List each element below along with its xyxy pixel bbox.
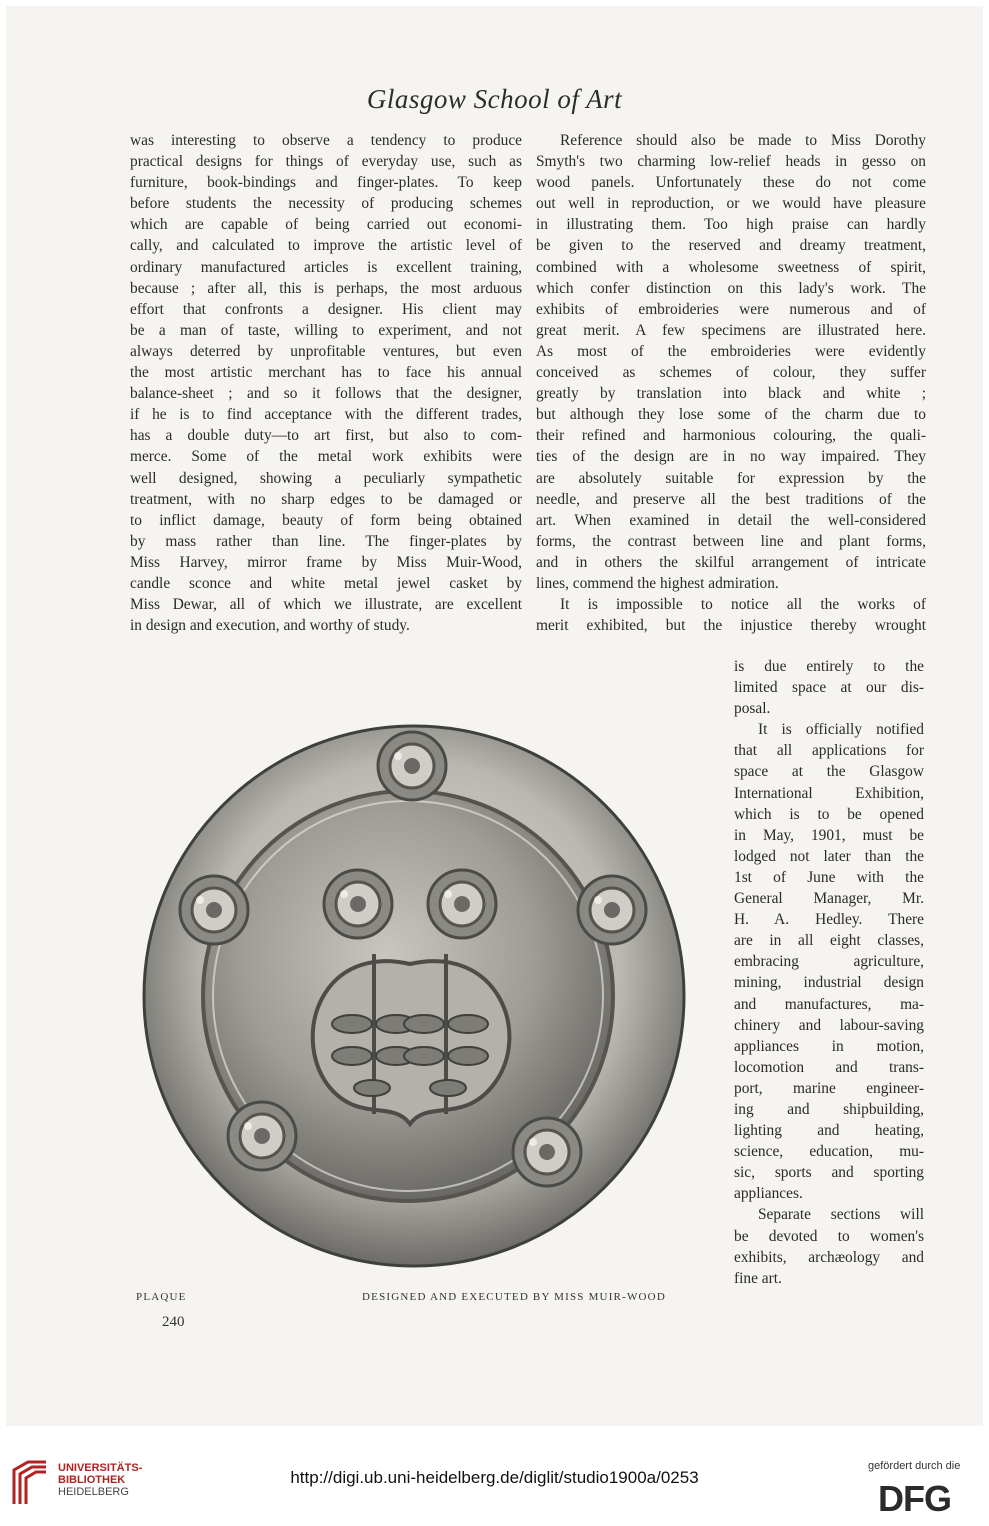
text-line: which is to be opened — [734, 805, 924, 823]
left-column — [130, 130, 522, 636]
plaque-image — [142, 704, 702, 1294]
text-line: which confer distinction on this lady's work. The — [536, 279, 926, 297]
text-line: forms, the contrast between line and plant forms, — [536, 532, 926, 550]
text-line: limited space at our dis- — [734, 679, 924, 697]
text-line: It is officially notified — [758, 721, 924, 739]
text-line: in illustrating them. Too high praise can hardly — [536, 216, 926, 234]
logo-line-1: UNIVERSITÄTS- — [58, 1462, 143, 1474]
text-line: in design and execution, and worthy of study. — [130, 617, 410, 635]
text-line: Miss Harvey, mirror frame by Miss Muir-Wood, — [130, 553, 522, 571]
text-line: are absolutely suitable for expression by the — [536, 469, 926, 487]
text-line: is due entirely to the — [734, 658, 924, 675]
text-line: well designed, showing a peculiarly sympathetic — [130, 469, 522, 487]
text-line: conceived as schemes of colour, they suffer — [536, 364, 926, 382]
text-line: always deterred by unprofitable ventures, but even — [130, 342, 522, 360]
source-url-link[interactable]: http://digi.ub.uni-heidelberg.de/diglit/studio1900a/0253 — [290, 1468, 699, 1487]
text-line: exhibits, archæology and — [734, 1248, 924, 1266]
text-line: mining, industrial design — [734, 974, 924, 992]
text-line: embracing agriculture, — [734, 953, 924, 971]
text-line: out well in reproduction, or we would have pleasure — [536, 195, 926, 213]
text-line: It is impossible to notice all the works of — [560, 596, 926, 614]
logo-line-3: HEIDELBERG — [58, 1486, 129, 1498]
text-line: lighting and heating, — [734, 1122, 924, 1140]
text-line: treatment, with no sharp edges to be damaged or — [130, 490, 522, 508]
text-line: has a double duty—to art first, but also to com- — [130, 427, 522, 445]
text-line: effort that confronts a designer. His client may — [130, 300, 522, 318]
text-line: sic, sports and sporting — [734, 1164, 924, 1182]
text-line: was interesting to observe a tendency to produce — [130, 132, 522, 149]
text-line: International Exhibition, — [734, 784, 924, 802]
text-line: which are capable of being carried out economi- — [130, 216, 522, 234]
text-line: be devoted to women's — [734, 1227, 924, 1245]
text-line: their refined and harmonious colouring, the quali- — [536, 427, 926, 445]
text-line: ordinary manufactured articles is excellent training, — [130, 258, 522, 276]
text-line: the most artistic merchant has to face his annual — [130, 364, 522, 382]
text-line: furniture, book-bindings and finger-plates. To keep — [130, 174, 522, 192]
text-line: locomotion and trans- — [734, 1058, 924, 1076]
text-line: merit exhibited, but the injustice thereby wrought — [536, 617, 926, 635]
text-line: to inflict damage, beauty of form being obtained — [130, 511, 522, 529]
funded-by-label: gefördert durch die — [868, 1460, 961, 1472]
right-column — [536, 130, 926, 636]
text-line: space at the Glasgow — [734, 763, 924, 781]
text-line: be given to the reserved and dreamy treatment, — [536, 237, 926, 255]
text-line: merce. Some of the metal work exhibits were — [130, 448, 522, 466]
text-line: port, marine engineer- — [734, 1079, 924, 1097]
text-line: chinery and labour-saving — [734, 1016, 924, 1034]
text-line: Reference should also be made to Miss Dorothy — [560, 132, 926, 149]
text-line: by mass rather than line. The finger-plates by — [130, 532, 522, 550]
text-line: posal. — [734, 700, 771, 718]
text-line: Miss Dewar, all of which we illustrate, are excellent — [130, 596, 522, 614]
text-line: because ; after all, this is perhaps, the most arduous — [130, 279, 522, 297]
document-page — [6, 6, 983, 1426]
text-line: combined with a wholesome sweetness of spirit, — [536, 258, 926, 276]
text-line: lines, commend the highest admiration. — [536, 574, 779, 592]
text-line: greatly by translation into black and white ; — [536, 385, 926, 403]
text-line: needle, and preserve all the best traditions of the — [536, 490, 926, 508]
text-line: great merit. A few specimens are illustrated here. — [536, 321, 926, 339]
logo-line-2: BIBLIOTHEK — [58, 1474, 126, 1486]
text-line: ing and shipbuilding, — [734, 1100, 924, 1118]
text-line: be a man of taste, willing to experiment, and not — [130, 321, 522, 339]
text-line: and manufactures, ma- — [734, 995, 924, 1013]
text-line: lodged not later than the — [734, 847, 924, 865]
funder-logo: DFG — [878, 1478, 951, 1519]
text-line: science, education, mu- — [734, 1143, 924, 1161]
text-line: in May, 1901, must be — [734, 826, 924, 844]
page-number: 240 — [162, 1314, 185, 1330]
text-line: ties of the design are in no way impaired. They — [536, 448, 926, 466]
text-line: art. When examined in detail the well-considered — [536, 511, 926, 529]
text-line: practical designs for things of everyday use, such as — [130, 153, 522, 171]
text-line: if he is to find acceptance with the different trades, — [130, 406, 522, 424]
text-line: Separate sections will — [758, 1206, 924, 1224]
text-line: candle sconce and white metal jewel casket by — [130, 574, 522, 592]
text-line: fine art. — [734, 1269, 782, 1287]
text-line: exhibits of embroideries were numerous and of — [536, 300, 926, 318]
text-line: appliances in motion, — [734, 1037, 924, 1055]
text-line: that all applications for — [734, 742, 924, 760]
text-line: wood panels. Unfortunately these do not come — [536, 174, 926, 192]
text-line: before students the necessity of producing schemes — [130, 195, 522, 213]
text-line: and in others the skilful arrangement of intricate — [536, 553, 926, 571]
narrow-column — [734, 656, 924, 1289]
text-line: H. A. Hedley. There — [734, 911, 924, 929]
text-line: balance-sheet ; and so it follows that the designer, — [130, 385, 522, 403]
text-line: 1st of June with the — [734, 868, 924, 886]
text-line: General Manager, Mr. — [734, 890, 924, 908]
text-line: Smyth's two charming low-relief heads in gesso on — [536, 153, 926, 171]
text-line: are in all eight classes, — [734, 932, 924, 950]
text-line: cally, and calculated to improve the artistic level of — [130, 237, 522, 255]
running-head: Glasgow School of Art — [366, 84, 623, 114]
text-line: As most of the embroideries were evidently — [536, 342, 926, 360]
text-line: appliances. — [734, 1185, 803, 1203]
plate-caption-title: PLAQUE — [136, 1291, 187, 1303]
text-line: but although they lose some of the charm due to — [536, 406, 926, 424]
plate-caption-credit: DESIGNED AND EXECUTED BY MISS MUIR-WOOD — [362, 1291, 666, 1303]
plaque-illustration — [142, 704, 702, 1294]
